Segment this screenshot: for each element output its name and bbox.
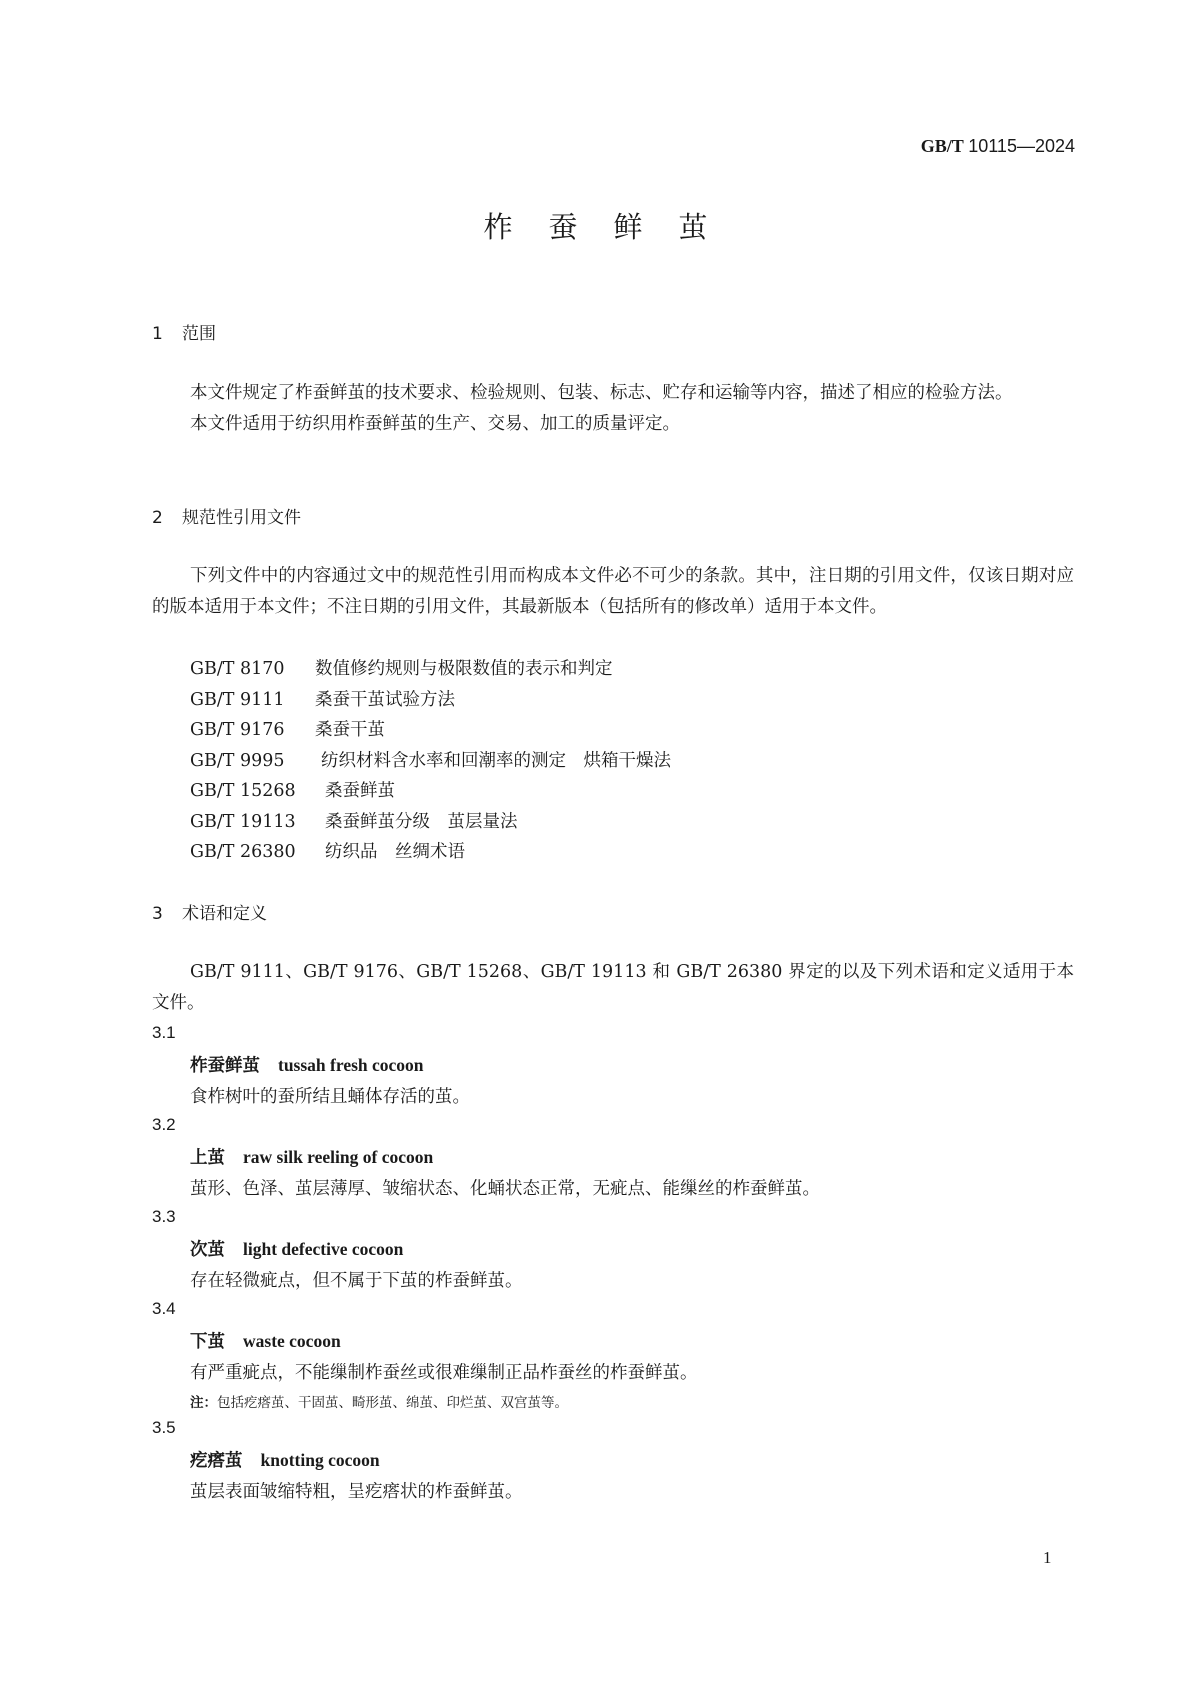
reference-item: GB/T 9176 桑蚕干茧 (190, 720, 385, 740)
term-heading: 下茧 waste cocoon (190, 1331, 341, 1352)
section-heading-2: 2 规范性引用文件 (152, 508, 301, 528)
reference-item: GB/T 9111 桑蚕干茧试验方法 (190, 690, 455, 710)
term-heading: 柞蚕鲜茧 tussah fresh cocoon (190, 1055, 424, 1076)
term-definition: 存在轻微疵点，但不属于下茧的柞蚕鲜茧。 (190, 1271, 523, 1291)
paragraph: 本文件规定了柞蚕鲜茧的技术要求、检验规则、包装、标志、贮存和运输等内容，描述了相应的检验方法。 (190, 383, 1013, 403)
reference-item: GB/T 26380 纺织品 丝绸术语 (190, 842, 465, 862)
section-heading-1: 1 范围 (152, 324, 216, 344)
term-definition: 食柞树叶的蚕所结且蛹体存活的茧。 (190, 1087, 470, 1107)
term-heading: 上茧 raw silk reeling of cocoon (190, 1147, 434, 1168)
term-number: 3.1 (152, 1023, 176, 1042)
paragraph: 本文件适用于纺织用柞蚕鲜茧的生产、交易、加工的质量评定。 (190, 414, 680, 434)
standard-number (921, 136, 1075, 157)
note-label: 注： (190, 1395, 217, 1411)
paragraph: 下列文件中的内容通过文中的规范性引用而构成本文件必不可少的条款。其中，注日期的引用文件，仅该日期对应的版本适用于本文件；不注日期的引用文件，其最新版本（包括所有的修改单）适用于本文件。 (152, 566, 1074, 617)
reference-item: GB/T 15268 桑蚕鲜茧 (190, 781, 395, 801)
reference-item: GB/T 9995 纺织材料含水率和回潮率的测定 烘箱干燥法 (190, 751, 671, 771)
term-heading: 次茧 light defective cocoon (190, 1239, 404, 1260)
page-number: 1 (1043, 1548, 1052, 1567)
standard-prefix: GB/T (920, 136, 964, 156)
term-heading: 疙瘩茧 knotting cocoon (190, 1450, 380, 1471)
section-1-body (152, 378, 1074, 440)
term-number: 3.5 (152, 1418, 176, 1437)
standard-code: 10115—2024 (968, 136, 1075, 156)
section-heading-3: 3 术语和定义 (152, 904, 267, 924)
section-3-body (152, 957, 1074, 1019)
reference-item: GB/T 8170 数值修约规则与极限数值的表示和判定 (190, 659, 613, 679)
term-number: 3.3 (152, 1207, 176, 1226)
term-definition: 茧形、色泽、茧层薄厚、皱缩状态、化蛹状态正常，无疵点、能缫丝的柞蚕鲜茧。 (190, 1179, 820, 1199)
term-number: 3.4 (152, 1299, 176, 1318)
reference-item: GB/T 19113 桑蚕鲜茧分级 茧层量法 (190, 812, 518, 832)
section-2-body (152, 561, 1074, 623)
term-definition: 茧层表面皱缩特粗，呈疙瘩状的柞蚕鲜茧。 (190, 1482, 523, 1502)
document-title: 柞蚕鲜茧 (483, 210, 744, 244)
term-note: 注：包括疙瘩茧、干固茧、畸形茧、绵茧、印烂茧、双宫茧等。 (190, 1395, 568, 1411)
paragraph: GB/T 9111、GB/T 9176、GB/T 15268、GB/T 19113 和 GB/T 26380 界定的以及下列术语和定义适用于本文件。 (152, 962, 1074, 1013)
term-definition: 有严重疵点，不能缫制柞蚕丝或很难缫制正品柞蚕丝的柞蚕鲜茧。 (190, 1363, 698, 1383)
term-number: 3.2 (152, 1115, 176, 1134)
